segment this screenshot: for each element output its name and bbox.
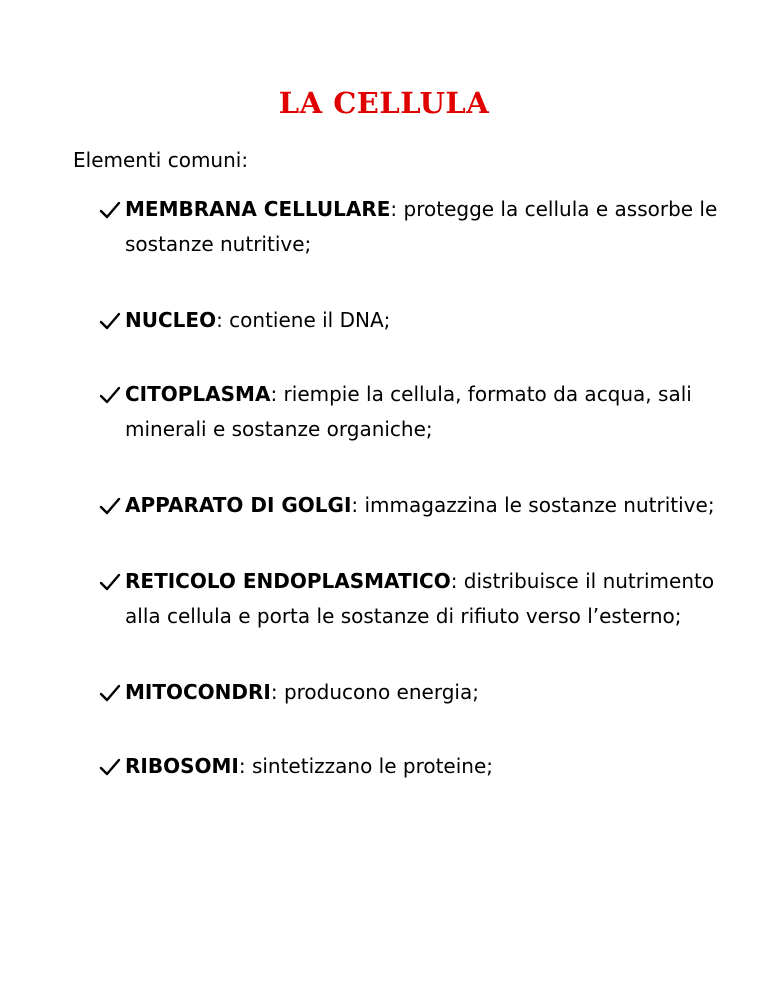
list-item	[99, 564, 719, 634]
item-description: : protegge la cellula e assorbe le sostanze nutritive;	[125, 197, 718, 256]
list-item	[99, 488, 719, 523]
item-term: CITOPLASMA	[125, 382, 271, 406]
list-item	[99, 675, 719, 710]
item-description: : distribuisce il nutrimento alla cellula e porta le sostanze di rifiuto verso l’esterno;	[125, 569, 715, 628]
list-item	[99, 192, 719, 262]
checkmark-icon	[99, 385, 121, 405]
item-description: : immagazzina le sostanze nutritive;	[351, 493, 715, 517]
checkmark-icon	[99, 311, 121, 331]
item-term: RETICOLO ENDOPLASMATICO	[125, 569, 451, 593]
checkmark-icon	[99, 757, 121, 777]
item-term: MITOCONDRI	[125, 680, 271, 704]
list-item	[99, 749, 719, 784]
item-term: NUCLEO	[125, 308, 217, 332]
list-item	[99, 303, 719, 338]
item-description: : contiene il DNA;	[216, 308, 391, 332]
checkmark-icon	[99, 683, 121, 703]
page-title: LA CELLULA	[278, 86, 490, 120]
section-heading: Elementi comuni:	[73, 148, 249, 172]
item-description: : riempie la cellula, formato da acqua, sali minerali e sostanze organiche;	[125, 382, 692, 441]
list-item	[99, 377, 719, 447]
checkmark-icon	[99, 572, 121, 592]
checkmark-icon	[99, 200, 121, 220]
item-term: APPARATO DI GOLGI	[125, 493, 352, 517]
checkmark-icon	[99, 496, 121, 516]
cell-elements-list	[99, 192, 719, 823]
item-description: : producono energia;	[270, 680, 479, 704]
item-description: : sintetizzano le proteine;	[238, 754, 494, 778]
item-term: MEMBRANA CELLULARE	[125, 197, 391, 221]
item-term: RIBOSOMI	[125, 754, 239, 778]
